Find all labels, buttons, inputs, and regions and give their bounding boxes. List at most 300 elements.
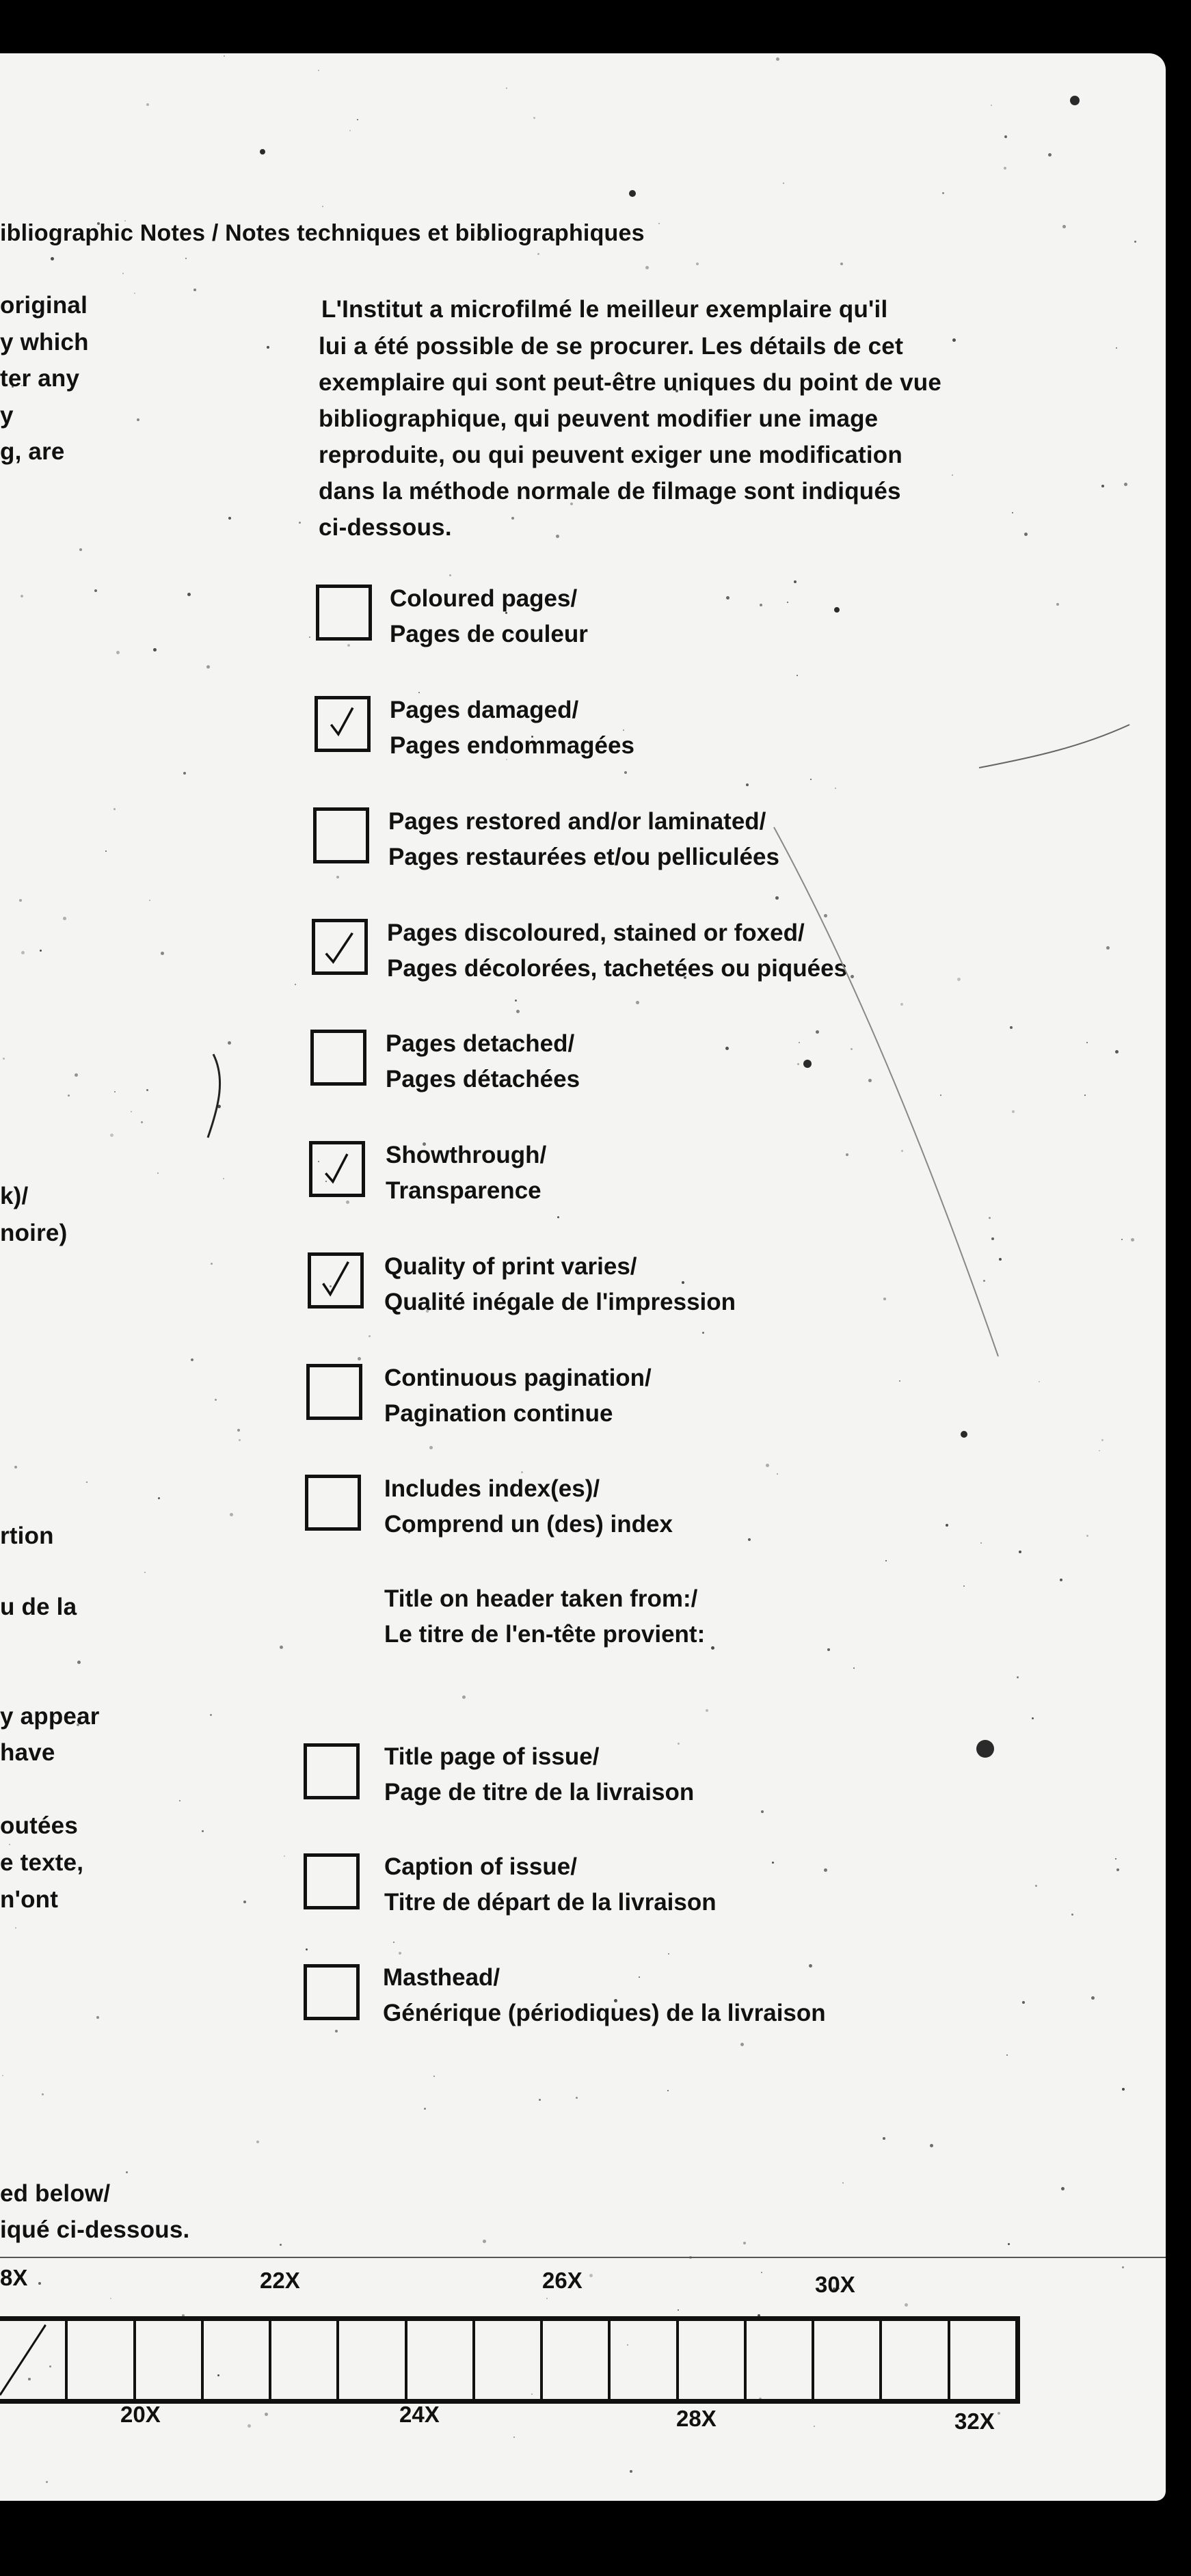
ratio-label-top: 8X: [0, 2265, 28, 2290]
dust-speck: [210, 1714, 212, 1716]
dust-speck: [114, 1091, 116, 1092]
ratio-label-top: 30X: [815, 2272, 855, 2297]
dust-speck: [840, 263, 843, 265]
dust-speck: [1006, 2054, 1008, 2056]
dust-speck: [94, 589, 97, 592]
intro-line: bibliographique, qui peuvent modifier une image: [319, 405, 879, 432]
ratio-cell: [948, 2321, 1015, 2399]
dust-speck: [191, 1358, 193, 1361]
ratio-cell: [0, 2321, 65, 2399]
item-label-en: Pages discoloured, stained or foxed/: [387, 920, 805, 946]
item-label-en: Quality of print varies/: [384, 1253, 637, 1280]
ratio-label-top: 26X: [542, 2268, 583, 2293]
dust-speck: [306, 1948, 308, 1950]
scan-scratch: [773, 826, 1005, 1359]
checkbox-coloured-pages[interactable]: [316, 585, 372, 641]
dust-speck: [357, 119, 358, 120]
ratio-cell: [65, 2321, 133, 2399]
dust-speck: [743, 2242, 746, 2244]
intro-line: dans la méthode normale de filmage sont indiqués: [319, 478, 901, 505]
dust-speck: [746, 783, 749, 786]
dust-speck: [1019, 1551, 1021, 1553]
dust-speck: [1099, 1450, 1100, 1451]
dust-speck: [1115, 1050, 1119, 1054]
dust-speck: [533, 117, 535, 119]
left-fragment: e texte,: [0, 1849, 84, 1876]
item-label-fr: Qualité inégale de l'impression: [384, 1289, 736, 1315]
dust-speck: [424, 2108, 426, 2110]
dust-speck: [851, 975, 854, 978]
dust-speck: [1012, 512, 1013, 513]
checkbox-title-page[interactable]: [304, 1743, 360, 1799]
checkbox-showthrough[interactable]: [309, 1141, 365, 1197]
dust-speck: [668, 1953, 669, 1955]
dust-speck: [399, 1952, 401, 1955]
item-label-fr: Comprend un (des) index: [384, 1511, 673, 1538]
dust-speck: [449, 574, 451, 576]
ratio-label-bottom: 32X: [954, 2409, 995, 2434]
left-fragment: original: [0, 292, 88, 319]
left-fragment: g, are: [0, 438, 65, 465]
dust-speck: [513, 2437, 515, 2438]
dust-speck: [899, 1380, 900, 1382]
ratio-label-bottom: 20X: [120, 2402, 161, 2427]
dust-speck: [991, 1237, 994, 1240]
dust-speck: [483, 2240, 486, 2243]
dust-speck: [1071, 1914, 1073, 1916]
dust-speck: [777, 1473, 778, 1475]
dust-speck: [256, 2141, 259, 2143]
dust-speck: [153, 648, 157, 652]
dust-speck: [761, 1810, 764, 1813]
dust-speck: [589, 2274, 593, 2277]
checkbox-includes-index[interactable]: [305, 1475, 361, 1531]
dust-speck: [179, 1800, 180, 1801]
intro-line: L'Institut a microfilmé le meilleur exemplaire qu'il: [321, 296, 888, 323]
dust-speck: [775, 896, 779, 900]
dust-speck: [116, 651, 120, 654]
checkbox-quality-of-print[interactable]: [308, 1252, 364, 1309]
dust-speck: [40, 950, 42, 952]
dust-speck: [516, 1010, 520, 1013]
dust-speck: [335, 2030, 338, 2032]
dust-speck: [824, 914, 827, 917]
dust-speck: [946, 1524, 948, 1527]
dust-speck: [349, 130, 351, 131]
dust-speck: [369, 1335, 371, 1337]
dust-speck: [740, 2043, 744, 2046]
dust-speck: [230, 1513, 233, 1516]
dust-speck: [658, 223, 660, 224]
dust-speck: [122, 273, 124, 274]
dust-speck: [776, 57, 779, 61]
item-label-en: Pages damaged/: [390, 697, 579, 723]
dust-speck: [639, 1976, 640, 1978]
dust-speck: [667, 2090, 669, 2091]
dust-speck: [645, 266, 649, 269]
dust-speck: [726, 596, 730, 600]
item-label-en: Coloured pages/: [390, 585, 578, 612]
dust-speck: [998, 2412, 1000, 2415]
dust-speck: [980, 1542, 982, 1544]
item-label-en: Showthrough/: [386, 1142, 547, 1168]
item-label-fr: Pages restaurées et/ou pelliculées: [388, 844, 779, 870]
dust-speck: [624, 771, 627, 774]
dust-speck: [783, 183, 784, 184]
dust-speck: [19, 899, 22, 902]
dust-speck: [1131, 1238, 1134, 1242]
dust-speck: [110, 2298, 111, 2299]
item-label-fr: Pages endommagées: [390, 732, 634, 759]
ratio-cell: [133, 2321, 201, 2399]
left-fragment: outées: [0, 1812, 79, 1839]
dust-speck: [134, 293, 135, 294]
dust-speck: [68, 1095, 70, 1097]
left-fragment: noire): [0, 1220, 68, 1246]
dust-speck: [824, 1868, 827, 1872]
dust-speck: [636, 1001, 639, 1004]
dust-speck: [224, 55, 225, 57]
dust-speck: [868, 1079, 872, 1082]
dust-speck: [284, 1855, 285, 1857]
left-fragment: ed below/: [0, 2180, 111, 2207]
item-label-en: Pages detached/: [386, 1030, 575, 1057]
dust-speck: [809, 1964, 812, 1968]
item-label-en: Pages restored and/or laminated/: [388, 808, 766, 835]
item-label-fr: Transparence: [386, 1177, 541, 1204]
dust-speck: [853, 1667, 855, 1669]
intro-line: ci-dessous.: [319, 514, 452, 541]
ratio-cell: [269, 2321, 336, 2399]
item-label-fr: Pagination continue: [384, 1400, 613, 1427]
dust-speck: [113, 808, 116, 810]
dust-speck: [161, 952, 164, 955]
ratio-cell: [812, 2321, 879, 2399]
dust-speck: [546, 2298, 548, 2299]
dust-speck: [299, 522, 301, 524]
dust-speck: [901, 1150, 903, 1152]
checkbox-masthead[interactable]: [304, 1964, 360, 2020]
dust-speck: [51, 257, 54, 260]
dust-speck: [38, 2282, 41, 2285]
dust-speck: [21, 951, 25, 954]
ratio-cell: [676, 2321, 744, 2399]
checkbox-pages-discoloured[interactable]: [312, 919, 368, 975]
item-label-fr: Titre de départ de la livraison: [384, 1889, 717, 1916]
left-fragment: y appear: [0, 1703, 100, 1730]
ratio-label-bottom: 28X: [676, 2406, 717, 2431]
dust-speck: [211, 1263, 213, 1265]
item-label-fr: Générique (périodiques) de la livraison: [383, 2000, 826, 2026]
dust-speck: [930, 2144, 933, 2147]
dust-speck: [976, 1740, 994, 1758]
dust-speck: [347, 644, 350, 647]
dust-speck: [1004, 167, 1006, 170]
checkmark-icon: [315, 922, 364, 971]
left-fragment: n'ont: [0, 1886, 59, 1913]
dust-speck: [983, 1280, 985, 1282]
dust-speck: [146, 103, 149, 106]
dust-speck: [1017, 1676, 1019, 1678]
dust-speck: [702, 1332, 704, 1334]
dust-speck: [243, 1901, 246, 1903]
dust-speck: [193, 289, 196, 291]
dust-speck: [576, 2097, 578, 2099]
dust-speck: [711, 1646, 714, 1650]
dust-speck: [1121, 1239, 1123, 1240]
dust-speck: [537, 253, 539, 255]
dust-speck: [158, 1497, 160, 1499]
dust-speck: [885, 1560, 887, 1561]
dust-speck: [2, 2075, 3, 2076]
item-label-fr: Pages de couleur: [390, 621, 588, 647]
slash-mark-icon: [0, 2321, 65, 2399]
dust-speck: [265, 2413, 268, 2416]
checkmark-icon: [312, 1144, 362, 1194]
dust-speck: [1056, 603, 1059, 606]
dust-speck: [952, 338, 956, 342]
dust-speck: [187, 593, 191, 596]
dust-speck: [539, 2099, 541, 2101]
dust-speck: [1039, 1381, 1040, 1382]
dust-speck: [957, 978, 961, 981]
dust-speck: [144, 1572, 146, 1573]
dust-speck: [835, 788, 836, 789]
checkbox-continuous-pagination[interactable]: [306, 1364, 362, 1420]
dust-speck: [1086, 1535, 1088, 1537]
dust-speck: [1062, 225, 1066, 228]
dust-speck: [883, 1298, 886, 1300]
dust-speck: [557, 1216, 559, 1218]
dust-speck: [322, 206, 323, 207]
intro-line: lui a été possible de se procurer. Les détails de cet: [319, 333, 903, 360]
dust-speck: [1116, 1868, 1119, 1871]
dust-speck: [157, 1172, 159, 1174]
dust-speck: [1004, 135, 1007, 138]
left-fragment: rtion: [0, 1522, 54, 1549]
dust-speck: [1035, 1885, 1037, 1887]
dust-speck: [247, 2424, 251, 2428]
left-fragment: have: [0, 1739, 55, 1766]
dust-speck: [1101, 485, 1104, 487]
dust-speck: [96, 2016, 99, 2019]
dust-speck: [1060, 1579, 1062, 1581]
dust-speck: [942, 192, 944, 194]
dust-speck: [952, 474, 953, 476]
intro-line: reproduite, ou qui peuvent exiger une modification: [319, 442, 902, 468]
dust-speck: [810, 779, 812, 780]
checkbox-pages-restored[interactable]: [313, 807, 369, 863]
dust-speck: [725, 1047, 729, 1050]
dust-speck: [696, 263, 699, 265]
left-fragment: u de la: [0, 1594, 77, 1620]
dust-speck: [940, 1095, 941, 1096]
dust-speck: [358, 1357, 361, 1360]
dust-speck: [137, 418, 139, 421]
dust-speck: [1070, 96, 1080, 105]
checkbox-caption-of-issue[interactable]: [304, 1853, 360, 1909]
dust-speck: [131, 1111, 132, 1112]
dust-speck: [816, 1030, 819, 1034]
checkbox-pages-detached[interactable]: [310, 1030, 366, 1086]
reduction-ratio-strip: [0, 2316, 1020, 2404]
dust-speck: [1134, 241, 1136, 243]
dust-speck: [1122, 2088, 1125, 2091]
dust-speck: [462, 1695, 466, 1699]
checkmark-icon: [311, 1256, 360, 1305]
dust-speck: [846, 1153, 848, 1156]
dust-speck: [110, 1133, 113, 1137]
dust-speck: [760, 604, 762, 606]
dust-speck: [309, 636, 310, 638]
left-fragment: y: [0, 402, 14, 429]
dust-speck: [748, 1538, 751, 1541]
dust-speck: [1124, 483, 1127, 486]
dust-speck: [963, 1585, 965, 1587]
dust-speck: [630, 2470, 632, 2473]
dust-speck: [223, 1178, 224, 1179]
header-note-en: Title on header taken from:/: [384, 1585, 698, 1612]
dust-speck: [105, 850, 107, 852]
dust-speck: [794, 580, 797, 583]
dust-speck: [814, 2426, 815, 2427]
dust-speck: [883, 2137, 885, 2140]
dust-speck: [1101, 1439, 1103, 1441]
dust-speck: [185, 258, 187, 259]
dust-speck: [318, 70, 319, 71]
dust-speck: [1010, 1026, 1013, 1029]
dust-speck: [433, 2076, 435, 2077]
ratio-label-bottom: 24X: [399, 2402, 440, 2427]
dust-speck: [1122, 2266, 1124, 2268]
dust-speck: [46, 2481, 48, 2483]
dust-speck: [1061, 2187, 1065, 2190]
item-label-fr: Pages décolorées, tachetées ou piquées: [387, 955, 848, 982]
scanned-page: [0, 53, 1166, 2501]
dust-speck: [126, 2171, 128, 2173]
item-label-en: Title page of issue/: [384, 1743, 600, 1770]
dust-speck: [1008, 2243, 1010, 2245]
dust-speck: [678, 2309, 679, 2311]
left-fragment: ter any: [0, 365, 80, 392]
scan-scratch: [205, 1051, 287, 1140]
dust-speck: [239, 1439, 241, 1441]
dust-speck: [228, 1041, 231, 1045]
ratio-cell: [405, 2321, 472, 2399]
dust-speck: [842, 2182, 844, 2184]
dust-speck: [1116, 347, 1117, 349]
header-note-fr: Le titre de l'en-tête provient:: [384, 1621, 706, 1648]
dust-speck: [86, 1481, 88, 1483]
dust-speck: [1012, 1110, 1015, 1113]
left-fragment: iqué ci-dessous.: [0, 2216, 190, 2243]
item-label-en: Masthead/: [383, 1964, 500, 1991]
page-title: ibliographic Notes / Notes techniques et bibliographiques: [0, 220, 645, 246]
dust-speck: [206, 665, 210, 669]
dust-speck: [75, 1073, 78, 1077]
dust-speck: [506, 88, 507, 89]
dust-speck: [851, 1048, 853, 1050]
dust-speck: [761, 2272, 762, 2273]
item-label-fr: Page de titre de la livraison: [384, 1779, 695, 1806]
dust-speck: [827, 1648, 830, 1651]
left-fragment: k)/: [0, 1183, 29, 1209]
scan-scratch: [978, 710, 1135, 771]
dust-speck: [787, 602, 788, 603]
ratio-cell: [879, 2321, 947, 2399]
dust-speck: [1086, 1042, 1088, 1043]
dust-speck: [961, 1431, 967, 1438]
dust-speck: [228, 517, 231, 520]
ratio-cell: [336, 2321, 404, 2399]
dust-speck: [429, 1446, 433, 1449]
ratio-label-top: 22X: [260, 2268, 300, 2293]
item-label-en: Caption of issue/: [384, 1853, 577, 1880]
ratio-cell: [608, 2321, 675, 2399]
checkbox-pages-damaged[interactable]: [315, 696, 371, 752]
dust-speck: [295, 984, 296, 985]
dust-speck: [215, 1399, 217, 1401]
dust-speck: [834, 607, 840, 613]
item-label-en: Includes index(es)/: [384, 1475, 600, 1502]
dust-speck: [678, 1743, 680, 1745]
intro-line: exemplaire qui sont peut-être uniques du point de vue: [319, 369, 941, 396]
dust-speck: [280, 1646, 283, 1649]
dust-speck: [1024, 533, 1028, 536]
dust-speck: [183, 772, 186, 775]
dust-speck: [1032, 1717, 1034, 1719]
dust-speck: [42, 2093, 44, 2095]
dust-speck: [766, 1464, 769, 1467]
dust-speck: [515, 999, 517, 1002]
dust-speck: [803, 1060, 812, 1068]
dust-speck: [900, 1003, 903, 1006]
dust-speck: [1091, 1996, 1095, 2000]
dust-speck: [393, 1942, 394, 1943]
ratio-cell: [540, 2321, 608, 2399]
dust-speck: [63, 917, 66, 920]
dust-speck: [772, 1862, 774, 1864]
dust-speck: [999, 1258, 1002, 1261]
dust-speck: [21, 595, 23, 598]
dust-speck: [77, 1661, 81, 1664]
ratio-cell: [744, 2321, 812, 2399]
dust-speck: [141, 1121, 143, 1123]
checkmark-icon: [318, 699, 367, 749]
dust-speck: [629, 190, 636, 197]
dust-speck: [989, 1217, 991, 1219]
dust-speck: [149, 900, 150, 901]
dust-speck: [556, 535, 559, 538]
dust-speck: [202, 1830, 204, 1832]
dust-speck: [346, 1200, 349, 1204]
left-fragment: y which: [0, 329, 89, 355]
dust-speck: [1115, 1858, 1116, 1860]
dust-speck: [280, 2244, 282, 2246]
item-label-en: Continuous pagination/: [384, 1365, 652, 1391]
dust-speck: [511, 517, 514, 520]
dust-speck: [237, 1429, 240, 1432]
dust-speck: [79, 548, 82, 551]
dust-speck: [1022, 2001, 1025, 2004]
dust-speck: [797, 675, 798, 676]
dust-speck: [146, 1089, 148, 1091]
dust-speck: [797, 1063, 799, 1065]
dust-speck: [260, 149, 265, 155]
dust-speck: [15, 1927, 16, 1929]
dust-speck: [336, 876, 339, 878]
dust-speck: [14, 1466, 17, 1468]
